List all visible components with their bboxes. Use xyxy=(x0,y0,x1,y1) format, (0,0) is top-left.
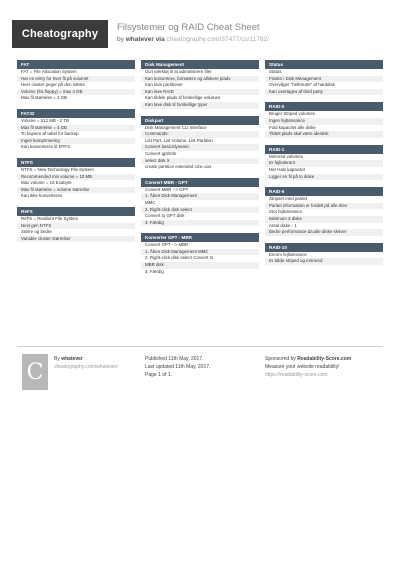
section-title: ReFS xyxy=(17,207,135,216)
section-title: RAID-1 xyxy=(265,145,383,154)
section-row: Mirrored volumes xyxy=(269,153,303,159)
byline-by: by xyxy=(117,36,124,43)
page-title: Filsystemer og RAID Cheat Sheet xyxy=(117,22,260,33)
section-title: RAID-0 xyxy=(265,102,383,111)
section-row: Kan lave disk til forskellige typer xyxy=(141,102,259,109)
section-row: Kan konverteres til NTFS xyxy=(21,144,71,150)
section-row: Ingen komprimering xyxy=(17,138,135,145)
section-row: Tildelt plads skal være identisk xyxy=(265,131,383,138)
section-row: Variable cluster størrelser xyxy=(17,236,135,243)
section-convert-mbr-gpt xyxy=(141,178,259,227)
section-row: Er både striped og mirrored xyxy=(265,258,383,265)
section-row: Convert to GPT disk xyxy=(145,213,185,219)
footer-by-label: By xyxy=(54,356,60,362)
section-row: Commands: xyxy=(141,131,259,138)
byline xyxy=(117,36,269,43)
column-1 xyxy=(17,60,135,249)
footer-sponsored-by: Sponsored by xyxy=(265,356,296,362)
section-row: select disk X xyxy=(141,158,259,165)
section-status xyxy=(265,60,383,95)
section-row: Volume = 512 MB - 2 TB xyxy=(21,117,69,123)
section-row: Bedre performance da alle diske skriver xyxy=(265,229,383,236)
section-row: ReFS = Resilient File System xyxy=(21,215,79,221)
byline-via: via xyxy=(155,36,165,43)
cheatography-logo[interactable]: Cheatography xyxy=(12,20,108,48)
section-fat xyxy=(17,60,135,102)
section-konverter-gpt-mbr xyxy=(141,233,259,275)
footer-page-count: Page 1 of 1. xyxy=(145,372,172,378)
section-row: 1. Åben Disk Management MMC xyxy=(141,249,259,256)
section-title: Disk Management xyxy=(141,60,259,69)
section-row: 2. Right-click disk select xyxy=(141,207,259,214)
section-row: Har en entry for hver fil på volumet xyxy=(17,76,135,83)
section-row: Kan ikke konverteres xyxy=(21,193,62,199)
footer-author-link[interactable]: whatever xyxy=(61,356,83,362)
section-row: Er fejltolerant xyxy=(265,160,383,167)
footer-sponsor-link[interactable]: Readability-Score.com xyxy=(297,356,352,362)
section-row: Fuld kapacitet alle diske xyxy=(269,124,316,130)
section-title: FAT32 xyxy=(17,109,135,118)
section-raid-5 xyxy=(265,187,383,236)
footer-measure-text: Measure your website readability! xyxy=(265,364,340,370)
footer-divider xyxy=(17,346,383,347)
section-row: Max fil størrelse = 2 GB xyxy=(21,95,67,101)
section-row: Max fil størrelse = 4 GB xyxy=(17,125,135,132)
footer-author xyxy=(54,356,83,364)
byline-url-link[interactable]: cheatography.com/37477/cs/11782/ xyxy=(166,36,269,43)
section-title: FAT xyxy=(17,60,135,69)
footer-sponsor xyxy=(265,356,351,364)
section-raid-1 xyxy=(265,145,383,180)
section-row: 2. Right-click disk select Convert to xyxy=(145,255,214,261)
section-row: GUI værktøj til at administrere filer xyxy=(145,69,212,74)
section-row: Convert basic/dynamic xyxy=(141,144,259,151)
section-title: NTFS xyxy=(17,158,135,167)
column-2 xyxy=(141,60,259,282)
cheatography-c-icon: C xyxy=(22,354,48,390)
section-title: Status xyxy=(265,60,383,69)
page-header xyxy=(0,0,400,62)
section-row: 1. Åben Disk Management xyxy=(141,193,259,200)
section-row: Max fil størrelse = volume størrelse xyxy=(17,187,135,194)
section-raid-10 xyxy=(265,243,383,265)
section-row: Har Halv kapacitet xyxy=(269,166,305,172)
section-row: 3. Færdig xyxy=(145,268,164,274)
section-row: Hver cluster peger på den næste xyxy=(21,82,85,88)
section-row: MMC xyxy=(145,199,156,205)
section-row: Kan konvertere, formatere og allokere plads xyxy=(141,76,259,83)
footer-updated: Last updated 11th May, 2017. xyxy=(145,364,211,370)
column-3 xyxy=(265,60,383,272)
page-footer xyxy=(0,346,400,396)
section-row: Større og bedre xyxy=(21,229,52,235)
section-refs xyxy=(17,207,135,242)
section-row: Status xyxy=(269,69,282,74)
footer-published: Published 11th May, 2017. xyxy=(145,356,204,362)
section-title: Convert MBR - GPT xyxy=(141,178,259,187)
section-row: Kan overtages af third party xyxy=(265,89,383,96)
section-row: Overvåger "helbredet" af harddisk xyxy=(269,82,335,88)
section-row: Disk Management CLI Interface xyxy=(145,124,207,130)
section-row: FAT = File Allocation System xyxy=(21,69,77,74)
section-row: MBR disk xyxy=(141,262,259,269)
byline-author-link[interactable]: whatever xyxy=(125,36,154,43)
section-row: create partition extended size=xxx xyxy=(145,164,212,170)
footer-author-url-link[interactable]: cheatography.com/whatever/ xyxy=(54,364,118,370)
section-row: 3. Færdig xyxy=(141,220,259,227)
section-row: Convert MBR --> GPT xyxy=(145,186,189,192)
section-row: Max volume = 16 Exabyte xyxy=(21,180,72,186)
section-row: To kopiere af tabel for backup xyxy=(21,131,79,137)
section-row: Minimum 3 diske xyxy=(265,216,383,223)
section-row: Kan tildele plads til forskellige volumes xyxy=(145,95,221,101)
section-disk-management xyxy=(141,60,259,109)
section-row: Kan lave RAID xyxy=(141,89,259,96)
section-title: Konverter GPT - MBR xyxy=(141,233,259,242)
section-row: Stor fejltolerance xyxy=(269,209,302,215)
section-title: RAID-5 xyxy=(265,187,383,196)
section-row: NTFS = New Technology File System xyxy=(21,166,94,172)
section-row: Kan lave partitioner xyxy=(145,82,183,88)
section-row: Volume (fra floppy) = max 4 GB xyxy=(17,89,135,96)
section-row: Paritet information er fordelt på alle drev xyxy=(265,203,383,210)
section-row: Stripset med paritet xyxy=(269,196,308,202)
section-row: Convert GPT --> MBR xyxy=(145,242,189,248)
section-row: Recommended min volume = 10 MB xyxy=(17,174,135,181)
section-row: Findes i Disk Management xyxy=(265,76,383,83)
section-row: Convert gpt/mbr xyxy=(145,150,177,156)
section-ntfs xyxy=(17,158,135,200)
section-raid-0 xyxy=(265,102,383,137)
section-row: List Part, List Volume, List Partition xyxy=(145,137,213,143)
section-row: Ingen fejltolerance xyxy=(265,118,383,125)
section-row: Next gen NTFS xyxy=(17,223,135,230)
section-title: RAID-10 xyxy=(265,243,383,252)
section-row: Ligger en fil på to diske xyxy=(265,174,383,181)
section-row: Enorm fejltolerance xyxy=(269,251,307,257)
section-diskpart xyxy=(141,116,259,171)
section-title: Diskpart xyxy=(141,116,259,125)
section-row: Bruger Striped volumes xyxy=(269,111,315,117)
section-row: Antal diske - 1 xyxy=(269,222,297,228)
section-fat32 xyxy=(17,109,135,151)
footer-sponsor-url-link[interactable]: https://readability-score.com xyxy=(265,372,328,378)
